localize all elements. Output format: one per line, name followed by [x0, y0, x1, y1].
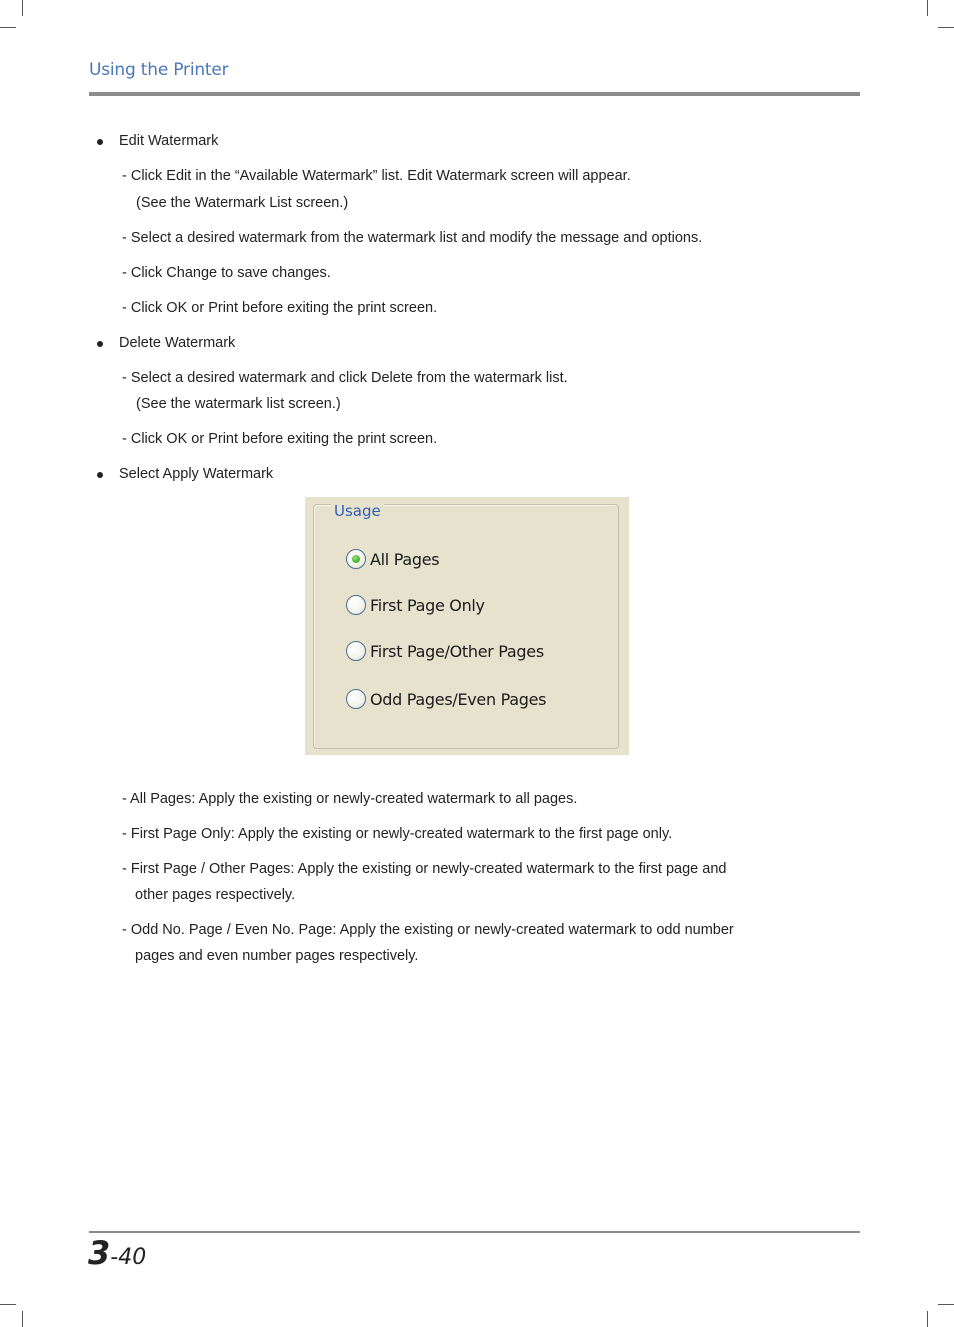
list-item: - Click Change to save changes.	[122, 265, 331, 281]
crop-mark	[0, 1304, 16, 1305]
crop-mark	[938, 27, 954, 28]
header-rule	[89, 92, 860, 96]
crop-mark	[927, 0, 928, 16]
list-item: - Click Edit in the “Available Watermark” list. Edit Watermark screen will appear.	[122, 168, 631, 184]
radio-label: First Page/Other Pages	[370, 641, 544, 661]
radio-odd-even-pages[interactable]	[346, 688, 546, 710]
chapter-number: 3	[88, 1234, 111, 1272]
crop-mark	[0, 27, 16, 28]
description-continuation: other pages respectively.	[135, 887, 296, 903]
page-number-separator: -	[110, 1245, 119, 1270]
page-header-title: Using the Printer	[89, 60, 229, 80]
usage-groupbox	[313, 504, 619, 749]
section-title-edit-watermark: Edit Watermark	[119, 133, 219, 149]
page-number	[88, 1234, 146, 1272]
radio-unchecked-icon[interactable]	[346, 689, 366, 709]
radio-label: All Pages	[370, 549, 440, 569]
bullet-icon	[97, 341, 103, 347]
list-item-continuation: (See the watermark list screen.)	[136, 396, 341, 412]
list-item-continuation: (See the Watermark List screen.)	[136, 195, 349, 211]
bullet-icon	[97, 139, 103, 145]
list-item: - Select a desired watermark from the watermark list and modify the message and options.	[122, 230, 703, 246]
crop-mark	[938, 1304, 954, 1305]
list-item: - Select a desired watermark and click Delete from the watermark list.	[122, 370, 568, 386]
crop-mark	[927, 1311, 928, 1327]
radio-unchecked-icon[interactable]	[346, 595, 366, 615]
description-continuation: pages and even number pages respectively.	[135, 948, 419, 964]
radio-label: Odd Pages/Even Pages	[370, 689, 547, 709]
usage-legend: Usage	[331, 503, 384, 519]
crop-mark	[22, 1311, 23, 1327]
bullet-icon	[97, 472, 103, 478]
usage-panel	[305, 497, 629, 755]
list-item: - Click OK or Print before exiting the print screen.	[122, 300, 438, 316]
radio-first-page-other-pages[interactable]	[346, 640, 544, 662]
description-item: - First Page Only: Apply the existing or newly-created watermark to the first page only.	[122, 826, 673, 842]
radio-first-page-only[interactable]	[346, 594, 485, 616]
list-item: - Click OK or Print before exiting the print screen.	[122, 431, 438, 447]
section-title-delete-watermark: Delete Watermark	[119, 335, 236, 351]
radio-label: First Page Only	[370, 595, 485, 615]
description-item: - Odd No. Page / Even No. Page: Apply the existing or newly-created watermark to odd number	[122, 922, 734, 938]
footer-rule	[89, 1231, 860, 1233]
section-title-select-apply-watermark: Select Apply Watermark	[119, 466, 274, 482]
description-item: - First Page / Other Pages: Apply the existing or newly-created watermark to the first page and	[122, 861, 727, 877]
page-number-value: 40	[118, 1245, 147, 1270]
description-item: - All Pages: Apply the existing or newly-created watermark to all pages.	[122, 791, 578, 807]
radio-checked-icon[interactable]	[346, 549, 366, 569]
radio-all-pages[interactable]	[346, 548, 439, 570]
radio-unchecked-icon[interactable]	[346, 641, 366, 661]
crop-mark	[22, 0, 23, 16]
